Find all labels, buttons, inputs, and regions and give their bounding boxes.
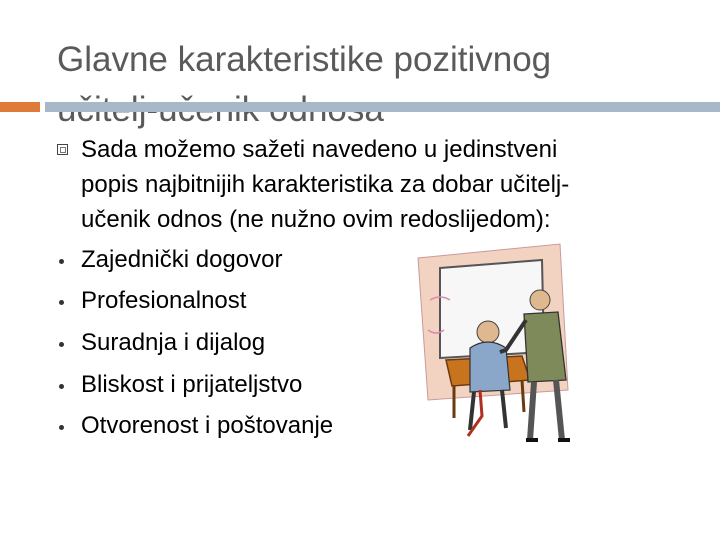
bullet-dot-icon [59,259,64,264]
list-item: Suradnja i dijalog [81,329,266,356]
bullet-dot-icon [59,342,64,347]
intro-paragraph [81,132,681,237]
title-line-1: Glavne karakteristike pozitivnog [57,40,552,80]
list-item: Bliskost i prijateljstvo [81,371,303,398]
teacher-student-clipart-icon [410,240,590,450]
intro-line-3: učenik odnos (ne nužno ovim redoslijedom): [81,206,551,233]
list-item: Profesionalnost [81,287,247,314]
intro-line-1: Sada možemo sažeti navedeno u jedinstveni [81,136,558,163]
list-item: Zajednički dogovor [81,246,283,273]
list-item: Otvorenost i poštovanje [81,412,334,439]
bullet-dot-icon [59,384,64,389]
square-bullet-icon [57,144,68,155]
intro-line-2: popis najbitnijih karakteristika za dobar učitelj- [81,171,570,198]
bullet-dot-icon [59,300,64,305]
bullet-dot-icon [59,425,64,430]
